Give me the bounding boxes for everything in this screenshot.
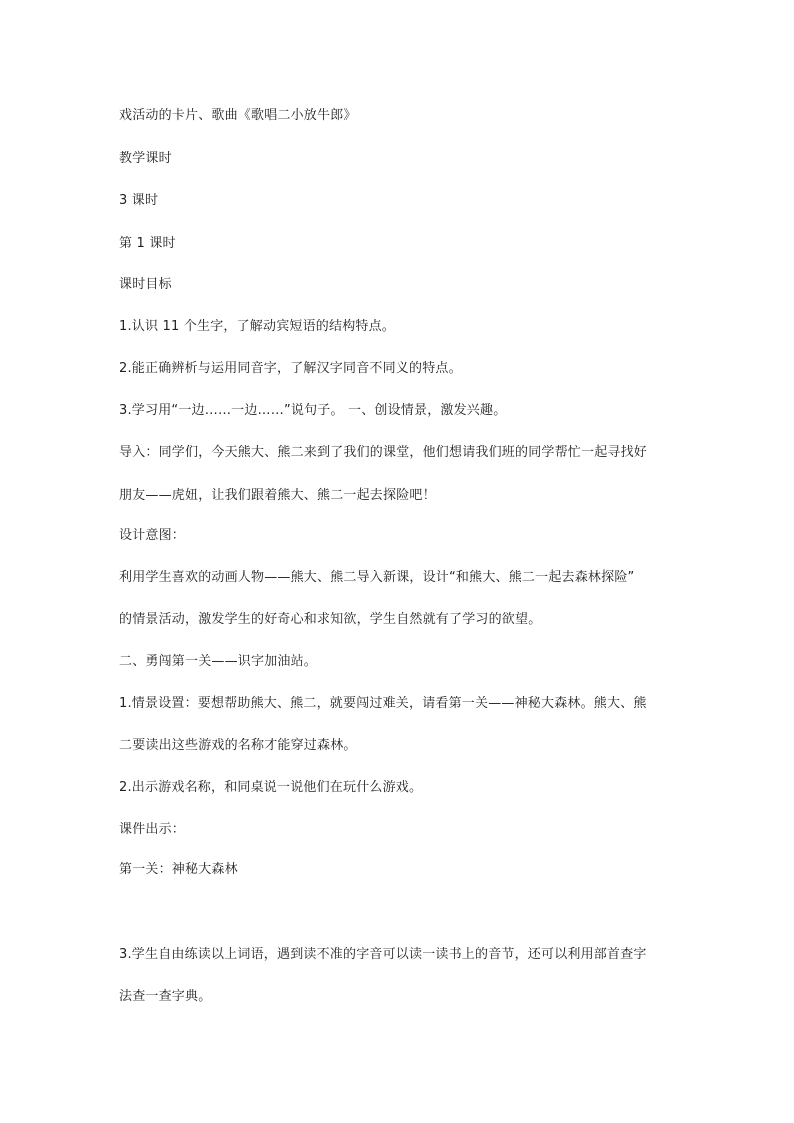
- text-line-intro-2: 朋友——虎妞，让我们跟着熊大、熊二一起去探险吧！: [119, 488, 436, 503]
- text-line-level-1: 第一关：神秘大森林: [119, 862, 238, 877]
- text-line-intro-1: 导入：同学们，今天熊大、熊二来到了我们的课堂，他们想请我们班的同学帮忙一起寻找好: [119, 445, 648, 460]
- text-line-courseware: 课件出示：: [119, 822, 186, 837]
- text-line-design-2: 的情景活动，激发学生的好奇心和求知欲，学生自然就有了学习的欲望。: [119, 612, 542, 627]
- heading-lesson-1: 第 1 课时: [119, 236, 176, 251]
- text-line-practice-2: 法查一查字典。: [119, 989, 212, 1004]
- text-line-scenario-1: 1.情景设置：要想帮助熊大、熊二，就要闯过难关，请看第一关——神秘大森林。熊大、熊: [119, 696, 647, 711]
- heading-teaching-hours: 教学课时: [119, 151, 172, 166]
- text-line-materials: 戏活动的卡片、歌曲《歌唱二小放牛郎》: [119, 108, 357, 123]
- text-line-design-1: 利用学生喜欢的动画人物——熊大、熊二导入新课，设计“和熊大、熊二一起去森林探险”: [119, 570, 635, 585]
- heading-design-intent: 设计意图：: [119, 528, 186, 543]
- heading-lesson-goals: 课时目标: [119, 277, 172, 292]
- text-line-goal-2: 2.能正确辨析与运用同音字，了解汉字同音不同义的特点。: [119, 361, 462, 376]
- text-line-hours-count: 3 课时: [119, 193, 159, 208]
- text-line-goal-3: 3.学习用“一边……一边……”说句子。 一、创设情景，激发兴趣。: [119, 403, 507, 418]
- heading-section-2: 二、勇闯第一关——识字加油站。: [119, 654, 318, 669]
- text-line-practice-1: 3.学生自由练读以上词语，遇到读不准的字音可以读一读书上的音节，还可以利用部首查字: [119, 947, 647, 962]
- text-line-goal-1: 1.认识 11 个生字，了解动宾短语的结构特点。: [119, 319, 396, 334]
- text-line-scenario-2: 二要读出这些游戏的名称才能穿过森林。: [119, 738, 357, 753]
- text-line-game-names: 2.出示游戏名称，和同桌说一说他们在玩什么游戏。: [119, 780, 423, 795]
